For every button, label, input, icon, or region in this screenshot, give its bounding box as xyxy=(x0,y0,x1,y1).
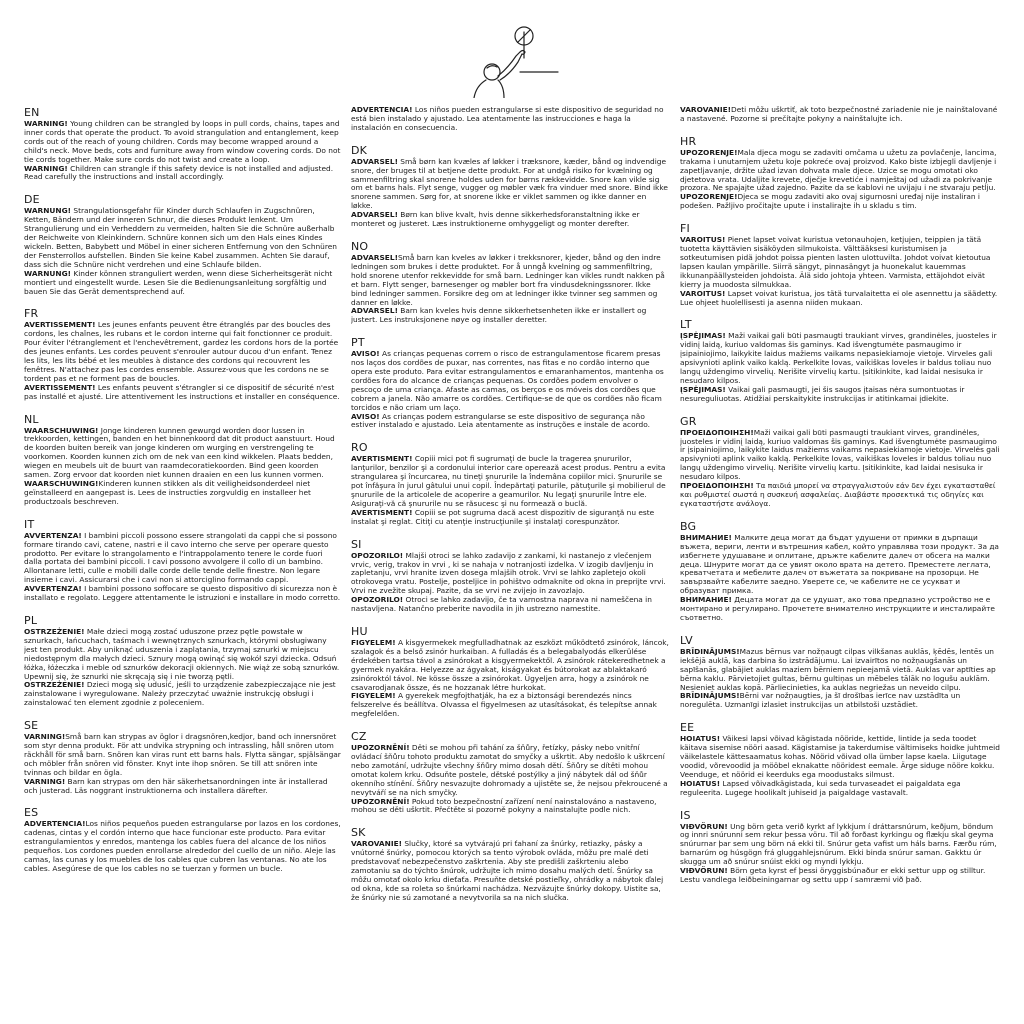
warning-label: ΠΡΟΕΙΔΟΠΟΙΗΣΗ! xyxy=(680,481,754,491)
warning-paragraph xyxy=(24,532,342,585)
language-code-heading: SK xyxy=(351,826,366,840)
warning-text: Lapset voivat kuristua, jos tätä turvalaitetta ei ole asennettu ja säädetty. Lue ohjeet huolellisesti ja asenna niiden mukaan. xyxy=(680,288,998,307)
warning-label: BRĪDINĀJUMS! xyxy=(680,646,740,656)
warning-section-gr xyxy=(680,415,1002,509)
warning-text: I bambini piccoli possono essere strangolati da cappi che si possono formare tirando cavi, catene, nastri e il cavo interno che serve per operare questo prodotto. Per evitare lo strangolamento e l'intrappolamento tenere le corde fuori dalla portata dei bambini piccoli. I cavi possono avvolgere il collo di un bambino. Allontanare letti, culle e mobili dalle corde delle tende delle finestre. Non legare insieme i cavi. Assicurarsi che i cavi non si attorciglino formando cappi. xyxy=(24,530,337,585)
warning-text: Los niños pequeños pueden estrangularse por lazos en los cordones, cadenas, cintas y el cordón interno que hace funcionar este producto. Para evitar estrangulamientos y enredos, mantenga los cables fuera del alcance de los niños pequeños. Los cordones pueden enrollarse alrededor del cuello de un niño. Aleje las camas, las cunas y los muebles de los cables que cubren las ventanas. No ate los cables. Asegúrese de que los cables no se tuerzan y formen un bucle. xyxy=(24,819,341,873)
warning-paragraph xyxy=(680,149,1002,194)
warning-text: Децата могат да се удушат, ако това предпазно устройство не е монтирано и регулирано. Прочетете внимателно инструкциите и инсталирайте съответно. xyxy=(680,595,995,622)
warning-paragraph xyxy=(680,429,1002,482)
warning-paragraph xyxy=(351,840,669,902)
warning-text: Strangulationsgefahr für Kinder durch Schlaufen in Zugschnüren, Ketten, Bändern und der inneren Schnur, die dieses Produkt lenkent. Um Strangulierung und ein Verheddern zu vermeiden, halten Sie die Schnüre außerhalb der Reichweite von Kleinkindern. Schnüre konnen sich um den Hals eines Kindes wickeln. Betten, Babybett und Möbel in einer sicheren Entfernung von den Schnüren der Fensterrollos aufstellen. Binden Sie keine Kabel zusammen. Achten Sie darauf, dass sich die Schnüre nicht verdrehen und eine Schlaufe bilden. xyxy=(24,206,337,269)
language-code-heading: RO xyxy=(351,441,368,455)
warning-text: As crianças podem estrangularse se este dispositivo de segurança não estiver instalado e ajustado. Leia atentamente as instruções e instale de acordo. xyxy=(351,411,650,430)
language-code-heading: ES xyxy=(24,806,39,820)
warning-label: ĮSPĖJIMAS! xyxy=(680,384,726,394)
warning-text: Börn geta kyrst ef þessi öryggisbúnaður er ekki settur upp og stilltur. Lestu vandlega leiðbeiningarnar og settu upp í samræmi við það. xyxy=(680,866,986,884)
warning-paragraph xyxy=(680,534,1002,596)
language-code-heading: LT xyxy=(680,318,692,332)
language-code-heading: FR xyxy=(24,307,39,321)
language-code-heading: IT xyxy=(24,517,35,531)
warning-section-sk xyxy=(351,826,669,902)
warning-text: Les enfants peuvent s'étrangler si ce dispositif de sécurité n'est pas installé et ajusté. Lire attentivement les instructions et installer en conséquence. xyxy=(24,382,340,401)
warning-paragraph xyxy=(680,106,1002,124)
warning-paragraph xyxy=(680,236,1002,289)
language-code-heading: DE xyxy=(24,193,40,207)
warning-label: UPOZORENJE! xyxy=(680,147,738,157)
warning-label: AVVERTENZA! xyxy=(24,584,82,594)
warning-text: Små barn kan kveles av løkker i trekksnorer, kjeder, bånd og den indre ledningen som brukes i dette produktet. For å unngå kvelning og sammenfiltring, hold snorene utenfor rekkevidde for små barn. Ledninger kan vikles rundt nakken på et barn. Flytt senger, barnesenger og møbler bort fra vindusdekningssnorer. Ikke bind ledninger sammen. Forsikre deg om at ledninger ikke tvinner seg sammen og danner en løkke. xyxy=(351,252,665,307)
warning-paragraph xyxy=(680,290,1002,308)
warning-section-is xyxy=(680,809,1002,885)
warning-text: Pokud toto bezpečnostní zařízení není nainstalováno a nastaveno, mohou se děti uškrtit. Přečtěte si pozorně pokyny a nainstalujte podle nich. xyxy=(351,796,657,815)
warning-label: WARNING! xyxy=(24,163,68,173)
warning-section-hr xyxy=(680,135,1002,211)
warning-text: Los niños pueden estrangularse si este dispositivo de seguridad no está bien instalado y ajustado. Lea atentamente las instrucciones e haga la instalación en consecuencia. xyxy=(351,106,664,132)
warning-label: FIGYELEM! xyxy=(351,691,396,701)
warning-text: Dzieci mogą się udusić, jeśli to urządzenie zabezpieczające nie jest zainstalowane i wyregulowane. Należy przeczytać uważnie instrukcję obsługi i zainstalować ten element zgodnie z poleceniem. xyxy=(24,680,336,708)
warning-label: ΠΡΟΕΙΔΟΠΟΙΗΣΗ! xyxy=(680,427,754,437)
warning-section-en xyxy=(24,106,342,182)
warning-paragraph xyxy=(680,482,1002,509)
language-code-heading: EE xyxy=(680,721,695,735)
warning-paragraph xyxy=(680,735,1002,780)
warning-paragraph xyxy=(24,628,342,681)
warning-text: Små barn kan strypas av öglor i dragsnören,kedjor, band och innersnöret som styr denna produkt. För att undvika strypning och intrassling, håll snören utom räckhåll för små barn. Snören kan viras runt ett barns hals. Flytta sängar, spjälsängar och möbler från snören vid fönster. Knyt inte ihop snören. Se till att snören inte tvinnas och bildar en ögla. xyxy=(24,732,341,777)
safety-warnings-columns xyxy=(0,106,1024,1018)
warning-text: Małe dzieci mogą zostać uduszone przez pętle powstałe w sznurkach, łańcuchach, taśmach i wewnętrznych sznurkach, którymi obsługiwany jest ten produkt. Aby uniknąć uduszenia i zaplątania, trzymaj sznurki w miejscu niedostępnym dla małych dzieci. Sznury mogą owinąć się wokół szyi dziecka. Odsuń łóżka, łóżeczka i meble od sznurków dekoracji okiennych. Nie wiąż ze sobą sznurków. Upewnij się, że sznurki nie skręcają się i nie tworzą pętli. xyxy=(24,626,340,681)
warning-section-pl xyxy=(24,614,342,708)
language-code-heading: PT xyxy=(351,336,365,350)
language-code-heading: HU xyxy=(351,624,368,638)
language-code-heading: DK xyxy=(351,143,368,157)
warning-label: VAROITUS! xyxy=(680,235,726,245)
warning-paragraph xyxy=(24,585,342,603)
warning-label: UPOZORENJE! xyxy=(680,192,738,202)
warning-label: ADVARSEL! xyxy=(351,210,398,220)
warning-paragraph xyxy=(351,455,669,508)
warning-section-se xyxy=(24,719,342,795)
warning-text: Lapsed võivadkägistada, kui seda turvaseadet ei paigaldata ega reguleerita. Lugege hoolikalt juhiseid ja paigaldage vastavalt. xyxy=(680,778,961,797)
warning-label: AVERTISSEMENT! xyxy=(24,320,96,330)
warning-label: VIÐVÖRUN! xyxy=(680,866,728,876)
warning-section-no xyxy=(351,240,669,325)
warning-paragraph xyxy=(24,120,342,165)
warning-paragraph xyxy=(24,270,342,297)
warning-label: ADVARSEL! xyxy=(351,306,398,316)
warning-paragraph xyxy=(680,386,1002,404)
warning-section-de xyxy=(24,193,342,296)
warning-paragraph xyxy=(351,211,669,229)
warning-text: Děti se mohou při tahání za šňůry, řetízky, pásky nebo vnitřní ovládací šňůru tohoto produktu zamotat do smyčky a uškrtit. Aby nedošlo k uškrcení nebo zamotání, udržujte všechny šňůry mimo dosah dětí. Šňůry se dítěti mohou omotat kolem krku. Odsuňte postele, dětské postýlky a jiný nábytek dál od šňůr okenního stínění. Šňůry nesvazujte dohromady a ujistěte se, že nejsou překroucené a nevytváří se na nich smyčky. xyxy=(351,743,668,797)
warning-label: ADVARSEL! xyxy=(351,252,398,262)
warning-section-fr xyxy=(24,307,342,401)
warning-label: WAARSCHUWING! xyxy=(24,425,99,435)
warning-text: Jonge kinderen kunnen gewurgd worden door lussen in trekkoorden, kettingen, banden en het binnenkoord dat dit product aanstuurt. Houd de koorden buiten bereik van jonge kinderen om wurging en verstrengeling te voorkomen. Koorden kunnen zich om de nek van een kind wikkelen. Plaats bedden, wiegen en meubels uit de buurt van raamdecoratiekoorden. Bind geen koorden samen. Zorg ervoor dat koorden niet kunnen draaien en een lus kunnen vormen. xyxy=(24,425,335,480)
warning-paragraph xyxy=(351,509,669,527)
warning-paragraph xyxy=(680,332,1002,385)
warning-label: AVISO! xyxy=(351,349,380,359)
warning-label: VIÐVÖRUN! xyxy=(680,821,728,831)
warning-text: Young children can be strangled by loops in pull cords, chains, tapes and inner cords that operate the product. To avoid strangulation and entanglement, keep cords out of the reach of young children. Cords may become wrapped around a child's neck. Move beds, cots and furniture away from window covering cords. Do not tie cords together. Make sure cords do not twist and create a loop. xyxy=(24,119,341,164)
warning-label: WARNUNG! xyxy=(24,268,72,278)
warning-paragraph xyxy=(351,552,669,597)
warning-label: AVVERTENZA! xyxy=(24,530,82,540)
warning-label: ADVARSEL! xyxy=(351,156,398,166)
child-reaching-cord-prohibited-illustration xyxy=(462,22,562,98)
warning-section-es xyxy=(24,806,342,873)
warning-text: Otroci se lahko zadavijo, če ta varnostna naprava ni nameščena in nastavljena. Natančno preberite navodila in jih ustrezno namestite. xyxy=(351,595,652,614)
warning-label: ВНИМАНИЕ! xyxy=(680,595,732,605)
warning-label: ĮSPĖJIMAS! xyxy=(680,331,726,341)
warning-paragraph xyxy=(680,193,1002,211)
warning-section-fi xyxy=(680,222,1002,307)
warning-paragraph xyxy=(351,350,669,412)
warning-label: FIGYELEM! xyxy=(351,637,396,647)
warning-label: UPOZORNĚNÍ! xyxy=(351,796,410,806)
warning-label: OSTRZEŻENIE! xyxy=(24,680,85,690)
warning-section-continued xyxy=(351,106,669,133)
warning-label: AVERTISSEMENT! xyxy=(24,382,96,392)
warning-text: Τα παιδιά μπορεί να στραγγαλιστούν εάν δεν έχει εγκατασταθεί και ρυθμιστεί σωστά η συσκευή ασφαλείας. Διαβάστε προσεκτικά τις οδηγίες και εγκαταστήστε ανάλογα. xyxy=(680,481,996,508)
warning-paragraph xyxy=(680,867,1002,885)
warning-text: Barn kan kveles hvis denne sikkerhetsenheten ikke er installert og justert. Les instruksjonene nøye og installer deretter. xyxy=(351,306,647,325)
warning-paragraph xyxy=(351,744,669,797)
warning-paragraph xyxy=(680,648,1002,693)
language-code-heading: GR xyxy=(680,414,697,428)
warning-text: A kisgyermekek megfulladhatnak az eszközt működtető zsinórok, láncok, szalagok és a belső zsinór hurkaiban. A fulladás és a belegabalyodás elkerülése érdekében tartsa távol a zsinórokat a kisgyermekektől. A zsinórok rátekeredhetnek a gyermek nyakára. Helyezze az ágyakat, kiságyakat és bútorokat az ablaktakaró zsinóroktól távol. Ne kösse össze a zsinórokat. Ügyeljen arra, hogy a zsinórok ne csavarodjanak össze, és ne hozzanak létre hurkokat. xyxy=(351,637,669,692)
warning-text: Ung börn geta verið kyrkt af lykkjum í dráttarsnúrum, keðjum, böndum og innri snúrunni sem rekur þessa vöru. Til að forðast kyrkingu og flækju skal geyma snúrurnar þar sem ung börn ná ekki til. Snúrur geta vafist um háls barns. Færðu rúm, barnarúm og húsgögn frá gluggahlejsnúrum. Ekki binda snúrur saman. Gakktu úr skugga um að snúrur snúist ekki og myndi lykkju. xyxy=(680,821,997,867)
language-code-heading: LV xyxy=(680,633,693,647)
warning-section-bg xyxy=(680,520,1002,623)
language-code-heading: CZ xyxy=(351,730,367,744)
warning-paragraph xyxy=(24,427,342,480)
language-code-heading: NL xyxy=(24,412,39,426)
warning-label: AVERTISMENT! xyxy=(351,507,413,517)
warning-section-ee xyxy=(680,721,1002,797)
warning-section-ro xyxy=(351,441,669,526)
warning-text: As crianças pequenas correm o risco de estrangulamentose ficarem presas nos laços dos cordões de puxar, nas correntes, nas fitas e no cordão interno que opera este produto. Para evitar estrangulamentos e emaranhamentos, mantenha os cordões fora do alcance de crianças pequenas. Os cordões podem envolver o pescoço de uma criança. Afaste as camas, os berços e os móveis dos cordões que cobrem a janela. Não amarre os cordões. Certifique-se de que os cordões não ficam torcidos e não criam um laço. xyxy=(351,349,664,412)
warning-label: HOIATUS! xyxy=(680,734,721,744)
warning-label: ВНИМАНИЕ! xyxy=(680,532,732,542)
warning-section-cz xyxy=(351,730,669,815)
warning-label: ADVERTENCIA! xyxy=(351,106,413,114)
warning-paragraph xyxy=(24,733,342,778)
warning-paragraph xyxy=(351,106,669,133)
warning-text: Små børn kan kvæles af løkker i træksnore, kæder, bånd og indvendige snore, der bruges til at betjene dette produkt. For at undgå risiko for kvælning og sammenfiltring skal snorene holdes uden for børns rækkevidde. Snore kan vikle sig om et barns hals. Flyt senge, vugger og møbler væk fra vinduer med snore. Bind ikke snorene sammen. Sørg for, at snorene ikke er viklet sammen og ikke danner en løkke. xyxy=(351,156,668,211)
column-2 xyxy=(351,106,669,1018)
warning-text: Bērni var nožņaugties, ja šī drošības ierīce nav uzstādīta un noregulēta. Uzmanīgi izlasiet instrukcijas un atbilstoši uzstādiet. xyxy=(680,691,961,710)
warning-text: I bambini possono soffocare se questo dispositivo di sicurezza non è installato e regolato. Leggere attentamente le istruzioni e installare in modo corretto. xyxy=(24,584,341,603)
warning-label: AVISO! xyxy=(351,411,380,421)
warning-paragraph xyxy=(24,820,342,873)
warning-label: ADVERTENCIA! xyxy=(24,819,86,829)
warning-text: Maži vaikai gali būti pasmaugti traukiant virves, grandinėles, juosteles ir vidinį laidą, kuriuo valdomas šis gaminys. Kad išvengtumėte pasmaugimo ir įsipainiojimo, laikykite laidus mažiems vaikams nepasiekiamoje vietoje. Virveles gali apsivynioti aplink vaiko kaklą. Perkelkite lovas, vaikiškas loveles ir baldus toliau nuo langų uždengimo virvelių. Nerišite virvelių kartu. Įsitikinkite, kad laidai nesisuka ir nesudaro kilpos. xyxy=(680,331,997,385)
warning-label: BRĪDINĀJUMS! xyxy=(680,691,740,701)
warning-paragraph xyxy=(351,158,669,211)
warning-paragraph xyxy=(351,413,669,431)
warning-section-lv xyxy=(680,634,1002,710)
warning-paragraph xyxy=(24,384,342,402)
warning-label: VARNING! xyxy=(24,776,66,786)
warning-text: Mala djeca mogu se zadaviti omčama u užetu za povlačenje, lancima, trakama i unutarnjem užetu koje pokreće ovaj proizvod. Kako biste izbjegli davljenje i zapetljavanje, držite užad izvan dohvata male djece. Uzice se mogu omotati oko djetetova vrata. Udaljite krevete, dječje krevetiće i namještaj od užadi za pokrivanje prozora. Ne spajajte užad zajedno. Pazite da se kablovi ne uvijaju i ne stvaraju petlju. xyxy=(680,147,997,193)
warning-label: WARNUNG! xyxy=(24,206,72,216)
warning-text: Slučky, ktoré sa vytvárajú pri ťahaní za šnúrky, retiazky, pásky a vnútorné šnúrky, pomocou ktorých sa tento výrobok ovláda, môžu pre malé deti predstavovať nebezpečenstvo zaškrtenia. Aby ste predišli zaškrteniu alebo zamotaniu sa do týchto šnúrok, udržujte ich mimo dosahu malých detí. Šnúrky sa môžu omotať okolo krku dieťaťa. Presuňte detské postieľky, ohrádky a nábytok ďalej od okna, kde sa roleta so šnúrkami nachádza. Nezväzujte šnúrky dokopy. Uistite sa, že šnúrky nie sú zamotané a nevytvorila sa na nich slučka. xyxy=(351,839,664,902)
warning-label: UPOZORNĚNÍ! xyxy=(351,743,410,753)
warning-text: Малките деца могат да бъдат удушени от примки в дърпащи въжета, вериги, ленти и вътрешния кабел, който управлява този продукт. За да избегнете удушаване и оплитане, дръжте кабелите далеч от обсега на малки деца. Шнурите могат да се увият около врата на детето. Преместете леглата, креватчетата и мебелите далеч от въжетата за покриване на прозорци. Не завързвайте кабелите заедно. Уверете се, че кабелите не се усукват и образуват примка. xyxy=(680,532,999,596)
warning-text: Copiii mici pot fi sugrumaţi de bucle la tragerea şnururilor, lanţurilor, benzilor şi a cordonului interior care operează acest produs. Pentru a evita strangularea şi încurcarea, nu tineţi şnururile la îndemâna copiilor mici. Şnururile se pot înfăşura în jurul gâtului unui copil. Îndepărtaţi paturile, pătuţurile şi mobilierul de şnururile de la articolele de acoperire a geamurilor. Nu legaţi şnururile între ele. Asiguraţi-vă că şnururile nu se răsucesc şi nu formează o buclă. xyxy=(351,454,666,508)
warning-text: Kinderen kunnen stikken als dit veiligheidsonderdeel niet geïnstalleerd en aangepast is. Lees de instructies zorgvuldig en installeer het productzoals beschreven. xyxy=(24,479,311,506)
warning-paragraph xyxy=(680,823,1002,868)
warning-label: VAROITUS! xyxy=(680,288,726,298)
warning-section-it xyxy=(24,518,342,603)
warning-paragraph xyxy=(351,307,669,325)
warning-paragraph xyxy=(351,798,669,816)
warning-paragraph xyxy=(680,692,1002,710)
warning-paragraph xyxy=(24,480,342,507)
warning-section-dk xyxy=(351,144,669,229)
warning-text: Väikesi lapsi võivad kägistada nööride, kettide, lintide ja seda toodet käitava sisemise nööri aasad. Kägistamise ja takerdumise vältimiseks hoidke juhtmeid väikelastele kättesaamatus kohas. Nöörid võivad olla ümber lapse kaela. Liigutage voodid, võrevoodid ja mööbel eknakatte nööridest eemale. Ärge siduge nööre kokku. Veenduge, et nöörid ei keerduks ega moodustaks silmust. xyxy=(680,734,1000,779)
warning-paragraph xyxy=(680,596,1002,623)
warning-paragraph xyxy=(351,596,669,614)
warning-section-nl xyxy=(24,413,342,507)
language-code-heading: SI xyxy=(351,537,362,551)
language-code-heading: PL xyxy=(24,613,38,627)
language-code-heading: BG xyxy=(680,519,697,533)
language-code-heading: SE xyxy=(24,719,39,733)
warning-section-pt xyxy=(351,336,669,430)
language-code-heading: NO xyxy=(351,239,369,253)
language-code-heading: FI xyxy=(680,222,690,236)
warning-section-lt xyxy=(680,318,1002,403)
warning-text: Børn kan blive kvalt, hvis denne sikkerhedsforanstaltning ikke er monteret og justeret. Læs instruktionerne omhyggeligt og monter derefter. xyxy=(351,210,640,229)
warning-label: HOIATUS! xyxy=(680,778,721,788)
warning-text: Deti môžu uškrtiť, ak toto bezpečnostné zariadenie nie je nainštalované a nastavené. Pozorne si prečítajte pokyny a nainštalujte ich. xyxy=(680,106,998,123)
warning-label: VAROVANIE! xyxy=(351,839,403,849)
warning-label: OSTRZEŻENIE! xyxy=(24,626,85,636)
language-code-heading: EN xyxy=(24,106,40,119)
column-1 xyxy=(24,106,342,1018)
warning-label: WAARSCHUWING! xyxy=(24,479,99,488)
warning-text: Mlajši otroci se lahko zadavijo z zankami, ki nastanejo z vlečenjem vrvic, verig, trakov in vrvi , ki se nahaja v notranjosti izdelka. V izogib davljenju in zapletanju, vrvi hranite izven dosega mlajših otrok. Vrvi se lahko zapletejo okoli otrokovega vratu. Postelje, posteljice in pohištvo odmaknite od okna in preprijte vrvi. Vrvi ne zvežite skupaj. Pazite, da se vrvi ne zvijejo in zavozlajo. xyxy=(351,550,666,596)
warning-label: VARNING! xyxy=(24,732,66,742)
warning-label: OPOZORILO! xyxy=(351,595,404,605)
warning-text: A gyerekek megfojthatják, ha ez a biztonsági berendezés nincs felszerelve és beállítva. Olvassa el figyelmesen az utasításokat, és telepítse annak megfelelően. xyxy=(351,691,657,719)
warning-text: Djeca se mogu zadaviti ako ovaj sigurnosni uređaj nije instaliran i podešen. Pažljivo pročitajte upute i instalirajte ih u skladu s tim. xyxy=(680,192,980,211)
warning-text: Kinder können stranguliert werden, wenn diese Sicherheitsgerät nicht montiert und eingestellt wurde. Lesen Sie die Bedienungsanleitung sorgfältig und bauen Sie das Gerät dementsprechend auf. xyxy=(24,268,333,296)
warning-label: VAROVANIE! xyxy=(680,106,732,114)
warning-section-si xyxy=(351,538,669,614)
warning-section-hu xyxy=(351,625,669,719)
language-code-heading: IS xyxy=(680,808,691,822)
warning-paragraph xyxy=(24,681,342,708)
warning-text: Barn kan strypas om den här säkerhetsanordningen inte är installerad och justerad. Läs noggrant instruktionerna och installera därefter. xyxy=(24,776,328,795)
warning-label: WARNING! xyxy=(24,119,68,128)
warning-text: Les jeunes enfants peuvent être étranglés par des boucles des cordons, les chaînes, les rubans et le cordon interne qui fait fonctionner ce produit. Pour éviter l'étranglement et l'enchevêtrement, gardez les cordons hors de la portée des jeunes enfants. Les cordes peuvent s'enrouler autour ducou d'un enfant. Tenez les lits, les lits bébé et les meubles à distance des cordons qui recouvrent les fenêtres. N'attachez pas les cordes ensemble. Assurez-vous que les cordons ne se tordent pas et ne forment pas de boucles. xyxy=(24,320,339,383)
warning-paragraph xyxy=(24,165,342,183)
column-3 xyxy=(680,106,1002,1018)
warning-text: Copiii se pot sugruma dacă acest dispozitiv de siguranţă nu este instalat şi reglat. Citiţi cu atenţie instrucţiunile şi instalaţi corespunzător. xyxy=(351,507,655,526)
warning-paragraph xyxy=(24,778,342,796)
warning-paragraph xyxy=(24,207,342,269)
warning-text: Vaikai gali pasmaugti, jei šis saugos įtaisas nėra sumontuotas ir nesureguliuotas. Atidžiai perskaitykite instrukcijas ir atitinkamai įdiekite. xyxy=(680,384,965,403)
warning-text: Pienet lapset voivat kuristua vetonauhojen, ketjujen, teippien ja tätä tuotetta käyttävien sisäköyden silmukoista. Välttääksesi kuristumisen ja sotkeutumisen pidä johdot poissa pienten lasten ulottuvilta. Johdot voivat kietoutua lapsen kaulan ympärille. Siirrä sängyt, pinnasängyt ja huonekalut kauemmas ikkunanpäällysteiden johdoista. Älä sido johtoja yhteen. Varmista, ettäjohdot eivät kierry ja muodosta silmukkaa. xyxy=(680,235,991,289)
warning-paragraph xyxy=(24,321,342,383)
warning-label: OPOZORILO! xyxy=(351,550,404,560)
warning-label: AVERTISMENT! xyxy=(351,454,413,464)
warning-text: Mazus bērnus var nožņaugt cilpas vilkšanas auklās, ķēdēs, lentēs un iekšējā auklā, kas darbina šo izstrādājumu. Lai izvairītos no nožņaugšanās un sapīšanās, glabājiet auklas maziem bērniem nepieejamā vietā. Auklas var aptīties ap bērna kaklu. Pārvietojiet gultas, bērnu gultiņas un mēbeles tālāk no logušu auklām. Nesieniet auklas kopā. Pārliecinieties, ka auklas negriežas un neveido cilpu. xyxy=(680,646,996,692)
language-code-heading: HR xyxy=(680,134,697,148)
warning-paragraph xyxy=(351,254,669,307)
warning-paragraph xyxy=(351,639,669,692)
warning-text: Children can strangle if this safety device is not installed and adjusted. Read carefully the instructions and install accordingly. xyxy=(24,163,334,182)
warning-section-continued xyxy=(680,106,1002,124)
warning-paragraph xyxy=(351,692,669,719)
warning-text: Maži vaikai gali būti pasmaugti traukiant virves, grandinėles, juosteles ir vidinį laidą, kuriuo valdomas šis gaminys. Kad išvengtumėte pasmaugimo ir įsipainiojimo, laikykite laidus mažiems vaikams nepasiekiamoje vietoje. Virvelės gali apsivynioti aplink vaiko kaklą. Perkelkite lovas, vaikiškas loveles ir baldus toliau nuo langų uždengimo virvelių. Nerišite virvelių kartu. Įsitikinkite, kad laidai nesisuka ir nesudaro kilpos. xyxy=(680,427,1000,482)
warning-paragraph xyxy=(680,780,1002,798)
